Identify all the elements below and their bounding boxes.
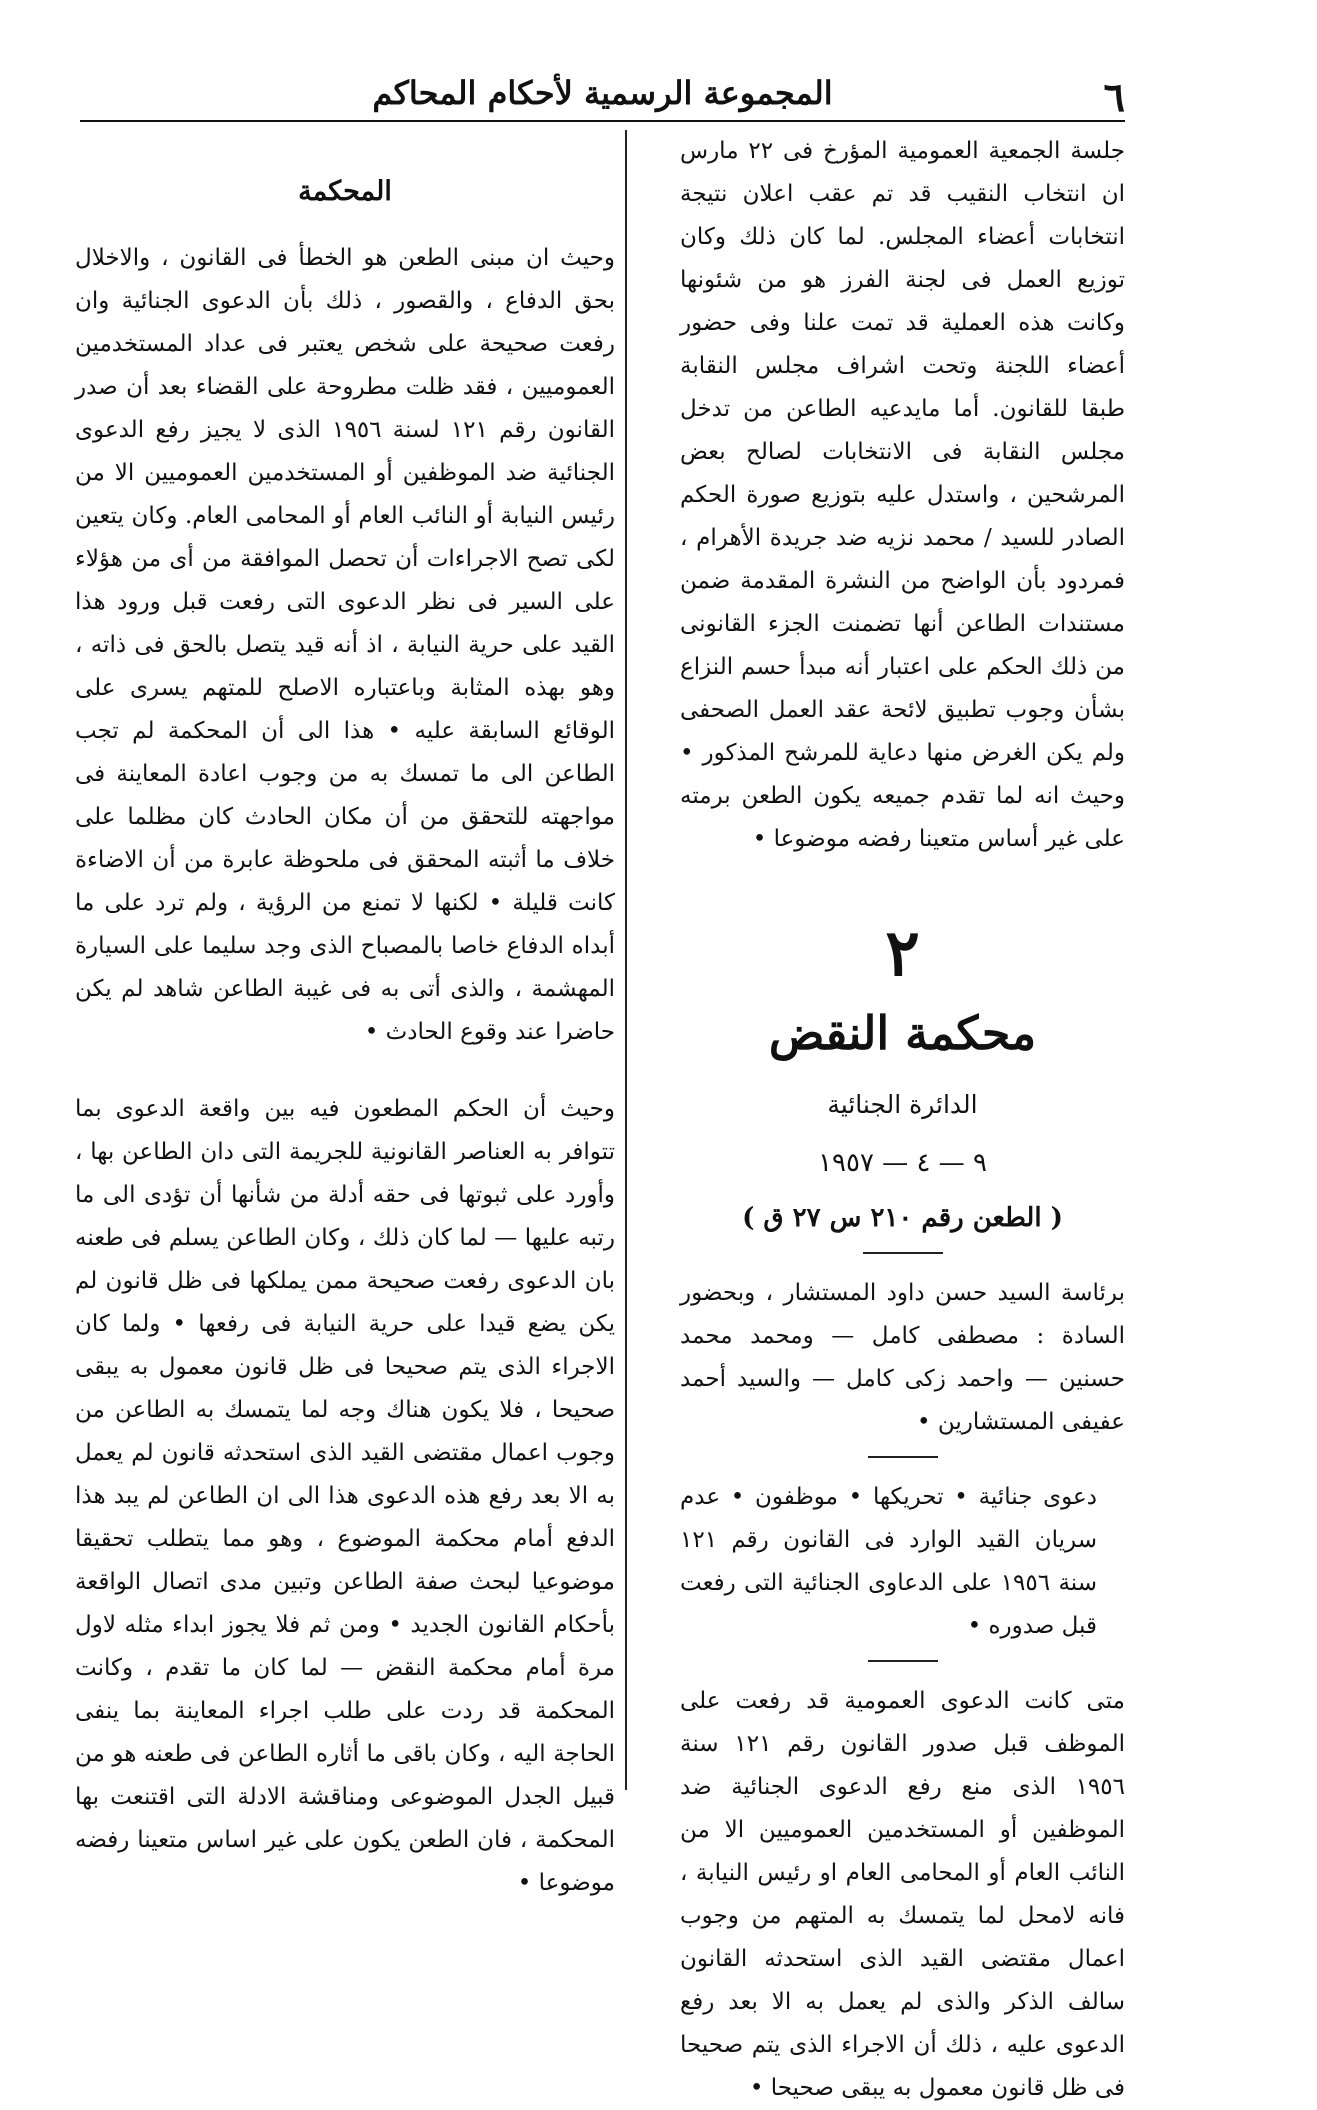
case-number: ٢ bbox=[885, 916, 920, 991]
legal-principle: متى كانت الدعوى العمومية قد رفعت على الموظف قبل صدور القانون رقم ١٢١ سنة ١٩٥٦ الذى منع رفع الدعوى الجنائية ضد الموظفين أو المستخدمين العموميين الا من النائب العام أو المحامى العام او رئيس النيابة ، فانه لامحل لما يتمسك به المتهم من وجوب اعمال مقتضى القيد الذى استحدثه القانون سالف الذكر والذى لم يعمل به الا بعد رفع الدعوى عليه ، ذلك أن الاجراء الذى يتم صحيحا فى ظل قانون معمول به يبقى صحيحا • bbox=[680, 1688, 1125, 2101]
court-name: محكمة النقض bbox=[768, 1006, 1037, 1060]
bench-composition: برئاسة السيد حسن داود المستشار ، وبحضور السادة : مصطفى كامل — ومحمد محمد حسنين — واحمد زكى كامل — والسيد أحمد عفيفى المستشارين • bbox=[680, 1280, 1125, 1435]
judgment-paragraph: وحيث أن الحكم المطعون فيه بين واقعة الدعوى بما تتوافر به العناصر القانونية للجريمة التى دان الطاعن بها ، وأورد على ثبوتها فى حقه أدلة من شأنها أن تؤدى الى ما رتبه عليها — لما كان ذلك ، وكان الطاعن يسلم فى طعنه بان الدعوى رفعت صحيحة ممن يملكها فى ظل قانون لم يكن يضع قيدا على حرية النيابة فى رفعها • ولما كان الاجراء الذى يتم صحيحا فى ظل قانون معمول به يبقى صحيحا ، فلا يكون هناك وجه لما يتمسك به الطاعن من وجوب اعمال مقتضى القيد الذى استحدثه قانون لم يعمل به الا بعد رفع هذه الدعوى هذا الى ان الطاعن لم يبد هذا الدفع أمام محكمة الموضوع ، وهو مما يتطلب تحقيقا موضوعيا لبحث صفة الطاعن وتبين مدى اتصال الواقعة بأحكام القانون الجديد • ومن ثم فلا يجوز ابداء مثله لاول مرة أمام محكمة النقض — لما كان ما تقدم ، وكانت المحكمة قد ردت على طلب اجراء المعاينة بما ينفى الحاجة اليه ، وكان باقى ما أثاره الطاعن فى طعنه هو من قبيل الجدل الموضوعى ومناقشة الادلة التى اقتنعت بها المحكمة ، فان الطعن يكون على غير اساس متعينا رفضه موضوعا • bbox=[75, 1096, 615, 1896]
separator-rule bbox=[868, 1660, 938, 1662]
right-column bbox=[680, 130, 1125, 2110]
intro-paragraph: جلسة الجمعية العمومية المؤرخ فى ٢٢ مارس ان انتخاب النقيب قد تم عقب اعلان نتيجة انتخابات أعضاء المجلس. لما كان ذلك وكان توزيع العمل فى لجنة الفرز هو من شئونها وكانت هذه العملية قد تمت علنا وفى حضور أعضاء اللجنة وتحت اشراف مجلس النقابة طبقا للقانون. أما مايدعيه الطاعن من تدخل مجلس النقابة فى الانتخابات لصالح بعض المرشحين ، واستدل عليه بتوزيع صورة الحكم الصادر للسيد / محمد نزيه ضد جريدة الأهرام ، فمردود بأن الواضح من النشرة المقدمة ضمن مستندات الطاعن أنها تضمنت الجزء القانونى من ذلك الحكم على اعتبار أنه مبدأ حسم النزاع بشأن وجوب تطبيق لائحة عقد العمل الصحفى ولم يكن الغرض منها دعاية للمرشح المذكور • وحيث انه لما تقدم جميعه يكون الطعن برمته على غير أساس متعينا رفضه موضوعا • bbox=[680, 138, 1125, 852]
page-header bbox=[80, 70, 1125, 122]
separator-rule bbox=[863, 1252, 943, 1254]
session-date: ٩ — ٤ — ١٩٥٧ bbox=[818, 1148, 987, 1178]
left-column bbox=[75, 130, 615, 1905]
page-number: ٦ bbox=[1103, 74, 1125, 121]
chamber-name: الدائرة الجنائية bbox=[827, 1090, 978, 1119]
judgment-paragraph: وحيث ان مبنى الطعن هو الخطأ فى القانون ، والاخلال بحق الدفاع ، والقصور ، ذلك بأن الدعوى الجنائية وان رفعت صحيحة على شخص يعتبر فى عداد المستخدمين العموميين ، فقد ظلت مطروحة على القضاء بعد أن صدر القانون رقم ١٢١ لسنة ١٩٥٦ الذى لا يجيز رفع الدعوى الجنائية ضد الموظفين أو المستخدمين العموميين الا من رئيس النيابة أو النائب العام أو المحامى العام. وكان يتعين لكى تصح الاجراءات أن تحصل الموافقة من أى من هؤلاء على السير فى نظر الدعوى التى رفعت قبل ورود هذا القيد على حرية النيابة ، اذ أنه قيد يتصل بالحق فى ذاته ، وهو بهذه المثابة وباعتباره الاصلح للمتهم يسرى على الوقائع السابقة عليه • هذا الى أن المحكمة لم تجب الطاعن الى ما تمسك به من وجوب اعادة المعاينة فى مواجهته للتحقق من أن مكان الحادث كان مظلما على خلاف ما أثبته المحقق فى ملحوظة عابرة من أن الاضاءة كانت قليلة • لكنها لا تمنع من الرؤية ، ولم ترد على ما أبداه الدفاع خاصا بالمصباح الذى وجد سليما على السيارة المهشمة ، والذى أتى به فى غيبة الطاعن شاهد لم يكن حاضرا عند وقوع الحادث • bbox=[75, 245, 616, 1045]
column-divider bbox=[625, 130, 627, 1790]
case-summary: دعوى جنائية • تحريكها • موظفون • عدم سريان القيد الوارد فى القانون رقم ١٢١ سنة ١٩٥٦ على الدعاوى الجنائية التى رفعت قبل صدوره • bbox=[680, 1484, 1097, 1639]
header-rule bbox=[80, 120, 1125, 122]
appeal-number: ( الطعن رقم ٢١٠ س ٢٧ ق ) bbox=[742, 1203, 1063, 1233]
section-title: المحكمة bbox=[298, 176, 392, 207]
separator-rule bbox=[868, 1456, 938, 1458]
running-title: المجموعة الرسمية لأحكام المحاكم bbox=[372, 74, 833, 112]
